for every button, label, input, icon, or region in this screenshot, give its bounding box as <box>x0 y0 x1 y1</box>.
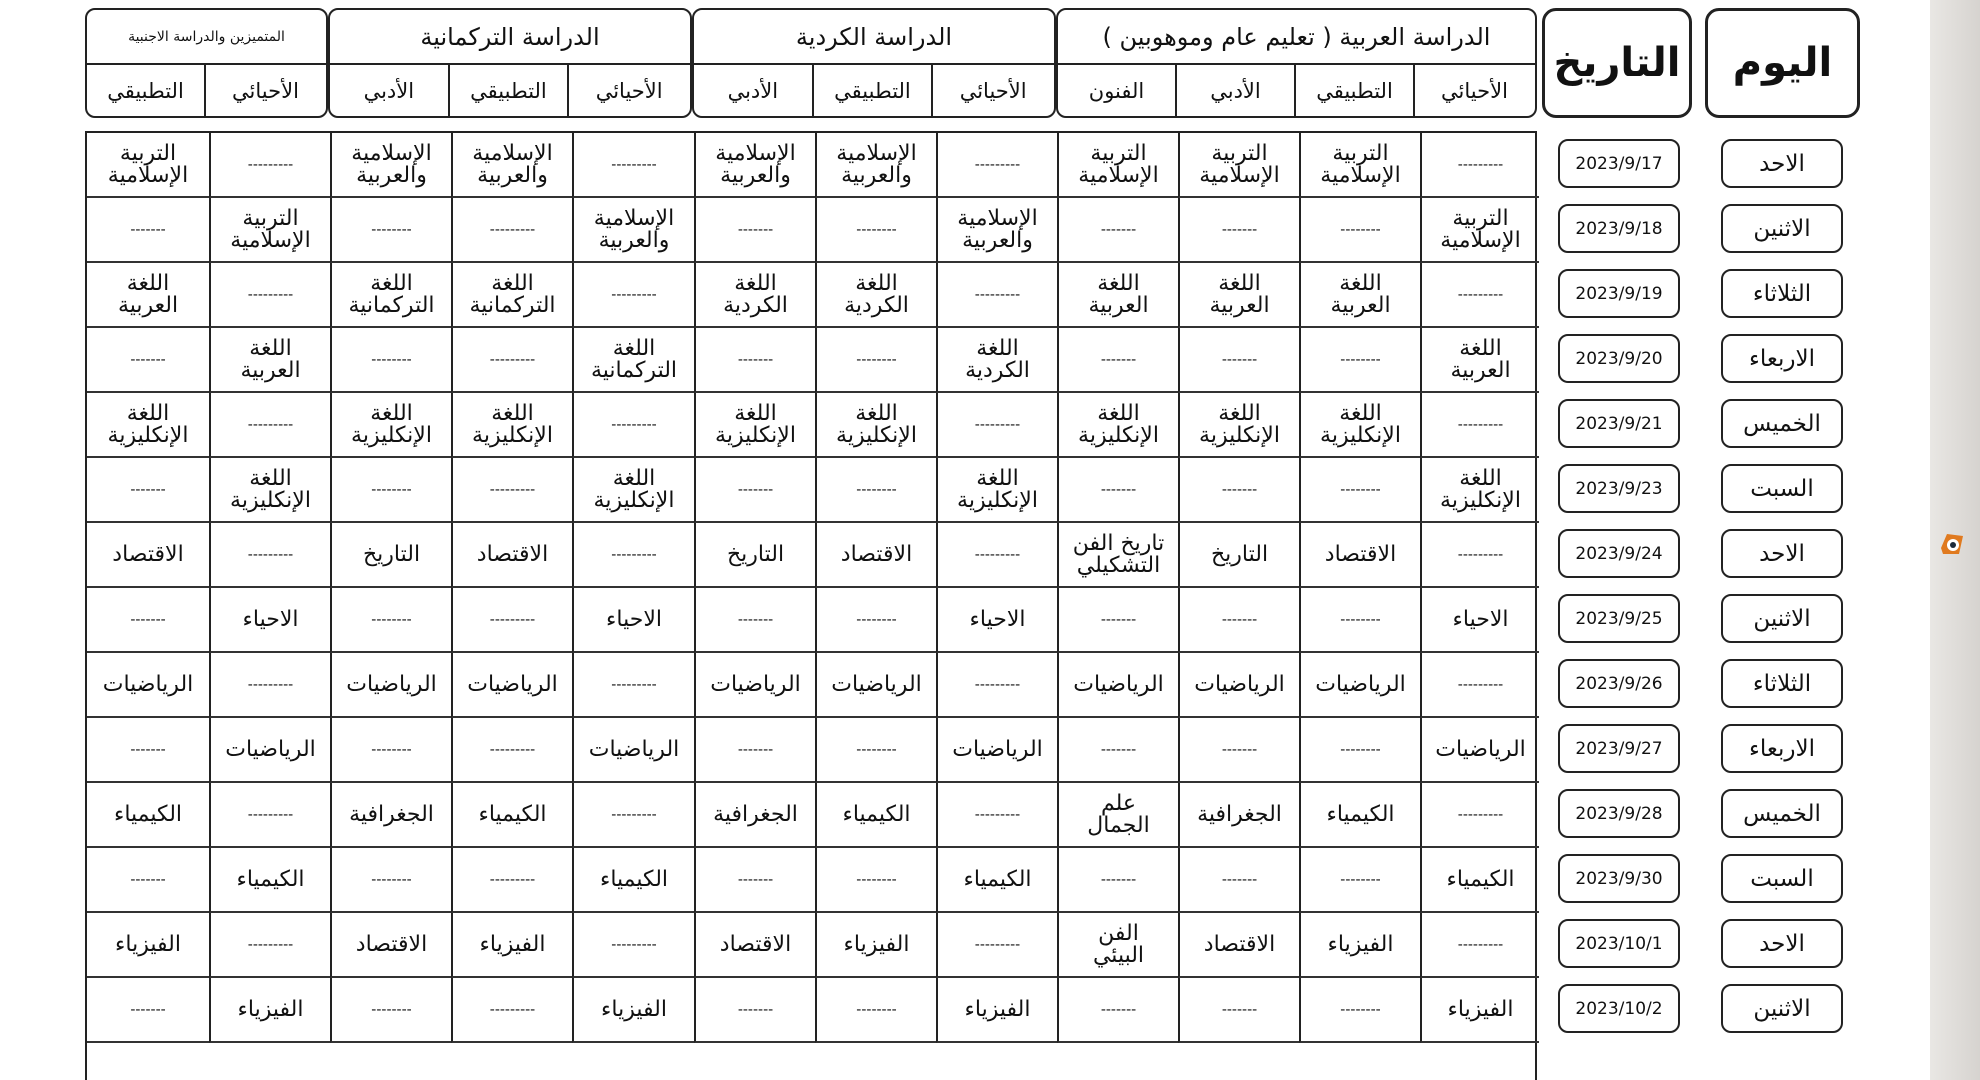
empty-cell: -------- <box>330 588 451 653</box>
table-row <box>87 198 1539 263</box>
empty-cell: -------- <box>1299 328 1420 393</box>
empty-cell: --------- <box>1420 913 1539 978</box>
subject-cell: الفن البيئي <box>1057 913 1178 978</box>
subject-cell: الكيمياء <box>936 848 1057 913</box>
subject-cell: الإسلامية والعربية <box>936 198 1057 263</box>
date-cell: 2023/9/28 <box>1558 789 1680 838</box>
subject-cell: اللغة الإنكليزية <box>209 458 330 523</box>
subject-cell: اللغة الكردية <box>815 263 936 328</box>
subject-cell: الفيزياء <box>87 913 209 978</box>
subject-cell: الكيمياء <box>451 783 572 848</box>
empty-cell: -------- <box>1299 718 1420 783</box>
subject-cell: الاقتصاد <box>87 523 209 588</box>
column-group <box>1056 8 1537 118</box>
subject-cell: الفيزياء <box>572 978 694 1043</box>
empty-cell: --------- <box>209 133 330 198</box>
subject-cell: اللغة التركمانية <box>330 263 451 328</box>
subject-cell: الكيمياء <box>815 783 936 848</box>
empty-cell: --------- <box>1420 523 1539 588</box>
table-row <box>87 848 1539 913</box>
column-subheader: الأحيائي <box>595 78 663 103</box>
empty-cell: ------- <box>1057 328 1178 393</box>
empty-cell: --------- <box>451 978 572 1043</box>
subject-cell: الاقتصاد <box>1299 523 1420 588</box>
day-cell: الخميس <box>1721 399 1843 448</box>
subject-cell: اللغة الإنكليزية <box>694 393 815 458</box>
subject-cell: التربية الإسلامية <box>1057 133 1178 198</box>
date-cell: 2023/10/2 <box>1558 984 1680 1033</box>
subject-cell: الاقتصاد <box>451 523 572 588</box>
subject-cell: اللغة التركمانية <box>451 263 572 328</box>
empty-cell: ------- <box>1178 978 1299 1043</box>
empty-cell: ------- <box>694 978 815 1043</box>
subject-cell: علم الجمال <box>1057 783 1178 848</box>
empty-cell: --------- <box>572 783 694 848</box>
empty-cell: ------- <box>694 848 815 913</box>
date-cell: 2023/9/27 <box>1558 724 1680 773</box>
empty-cell: -------- <box>815 718 936 783</box>
empty-cell: -------- <box>1299 198 1420 263</box>
empty-cell: ------- <box>87 198 209 263</box>
empty-cell: --------- <box>936 393 1057 458</box>
empty-cell: --------- <box>1420 653 1539 718</box>
subject-cell: الرياضيات <box>1057 653 1178 718</box>
subject-cell: اللغة الكردية <box>936 328 1057 393</box>
empty-cell: -------- <box>1299 978 1420 1043</box>
empty-cell: -------- <box>330 848 451 913</box>
subject-cell: الفيزياء <box>1299 913 1420 978</box>
table-row <box>87 523 1539 588</box>
empty-cell: ------- <box>1057 978 1178 1043</box>
day-cell: الاحد <box>1721 529 1843 578</box>
empty-cell: --------- <box>936 783 1057 848</box>
subject-cell: اللغة الإنكليزية <box>815 393 936 458</box>
date-column-header: التاريخ <box>1542 8 1692 118</box>
column-group <box>692 8 1056 118</box>
empty-cell: -------- <box>815 978 936 1043</box>
subject-cell: اللغة العربية <box>1178 263 1299 328</box>
day-cell: السبت <box>1721 464 1843 513</box>
subject-cell: الرياضيات <box>1420 718 1539 783</box>
subject-cell: التربية الإسلامية <box>87 133 209 198</box>
empty-cell: -------- <box>1299 848 1420 913</box>
subject-cell: التاريخ <box>1178 523 1299 588</box>
subject-cell: الإسلامية والعربية <box>694 133 815 198</box>
empty-cell: --------- <box>209 783 330 848</box>
column-subheader: الأحيائي <box>232 78 299 103</box>
date-cell: 2023/9/23 <box>1558 464 1680 513</box>
empty-cell: --------- <box>572 393 694 458</box>
exam-schedule-table <box>85 8 1860 1080</box>
empty-cell: -------- <box>815 588 936 653</box>
column-subheader: الأدبي <box>1177 63 1296 118</box>
subject-cell: الرياضيات <box>1299 653 1420 718</box>
subject-cell: الاقتصاد <box>1178 913 1299 978</box>
subject-cell: الرياضيات <box>815 653 936 718</box>
day-cell: الثلاثاء <box>1721 659 1843 708</box>
table-row <box>87 393 1539 458</box>
subject-cell: الرياضيات <box>694 653 815 718</box>
subject-cell: اللغة الإنكليزية <box>451 393 572 458</box>
empty-cell: --------- <box>1420 783 1539 848</box>
empty-cell: --------- <box>209 263 330 328</box>
column-subheader: الأدبي <box>330 63 450 118</box>
table-row <box>87 978 1539 1043</box>
empty-cell: ------- <box>1178 588 1299 653</box>
subject-cell: الاحياء <box>572 588 694 653</box>
empty-cell: -------- <box>815 848 936 913</box>
subject-cell: الفيزياء <box>451 913 572 978</box>
subject-cell: التربية الإسلامية <box>1299 133 1420 198</box>
empty-cell: ------- <box>87 588 209 653</box>
date-cell: 2023/9/17 <box>1558 139 1680 188</box>
table-row <box>87 458 1539 523</box>
empty-cell: --------- <box>572 653 694 718</box>
day-cell: الخميس <box>1721 789 1843 838</box>
empty-cell: --------- <box>451 328 572 393</box>
subject-cell: اللغة الكردية <box>694 263 815 328</box>
table-row <box>87 653 1539 718</box>
subject-cell: الكيمياء <box>87 783 209 848</box>
empty-cell: --------- <box>209 653 330 718</box>
table-row <box>87 263 1539 328</box>
empty-cell: --------- <box>451 198 572 263</box>
subject-cell: الإسلامية والعربية <box>330 133 451 198</box>
subject-cell: الاقتصاد <box>694 913 815 978</box>
column-group <box>85 8 328 118</box>
subject-cell: الجغرافية <box>694 783 815 848</box>
empty-cell: --------- <box>936 653 1057 718</box>
date-cell: 2023/9/25 <box>1558 594 1680 643</box>
empty-cell: ------- <box>694 588 815 653</box>
empty-cell: --------- <box>936 133 1057 198</box>
empty-cell: ------- <box>1178 458 1299 523</box>
empty-cell: ------- <box>1178 718 1299 783</box>
empty-cell: ------- <box>1178 198 1299 263</box>
empty-cell: -------- <box>815 198 936 263</box>
empty-cell: -------- <box>330 458 451 523</box>
column-subheader: الفنون <box>1058 63 1177 118</box>
subject-cell: اللغة الإنكليزية <box>330 393 451 458</box>
subject-cell: الاحياء <box>209 588 330 653</box>
column-group-title: الدراسة العربية ( تعليم عام وموهوبين ) <box>1058 10 1535 65</box>
empty-cell: ------- <box>1178 328 1299 393</box>
empty-cell: --------- <box>572 263 694 328</box>
day-cell: الاثنين <box>1721 984 1843 1033</box>
empty-cell: --------- <box>209 393 330 458</box>
day-cell: الاربعاء <box>1721 724 1843 773</box>
date-cell: 2023/9/20 <box>1558 334 1680 383</box>
column-group-title: الدراسة الكردية <box>694 10 1054 65</box>
day-cell: الاربعاء <box>1721 334 1843 383</box>
subject-cell: اللغة العربية <box>1299 263 1420 328</box>
empty-cell: --------- <box>936 263 1057 328</box>
subject-cell: الكيمياء <box>1420 848 1539 913</box>
day-cell: الثلاثاء <box>1721 269 1843 318</box>
subject-cell: اللغة العربية <box>87 263 209 328</box>
date-cell: 2023/9/18 <box>1558 204 1680 253</box>
subject-cell: التربية الإسلامية <box>1178 133 1299 198</box>
column-subheader: التطبيقي <box>814 63 934 118</box>
empty-cell: --------- <box>572 523 694 588</box>
empty-cell: ------- <box>87 328 209 393</box>
empty-cell: --------- <box>572 913 694 978</box>
subject-cell: اللغة الإنكليزية <box>572 458 694 523</box>
column-subheader: التطبيقي <box>87 63 206 118</box>
subject-cell: الرياضيات <box>451 653 572 718</box>
empty-cell: --------- <box>451 588 572 653</box>
day-cell: الاحد <box>1721 139 1843 188</box>
table-row <box>87 783 1539 848</box>
empty-cell: -------- <box>815 328 936 393</box>
subject-cell: الرياضيات <box>209 718 330 783</box>
subject-cell: الاحياء <box>936 588 1057 653</box>
day-cell: الاثنين <box>1721 204 1843 253</box>
empty-cell: ------- <box>87 848 209 913</box>
subject-cell: اللغة الإنكليزية <box>1299 393 1420 458</box>
empty-cell: ------- <box>1057 848 1178 913</box>
empty-cell: -------- <box>1299 458 1420 523</box>
subject-cell: التاريخ <box>330 523 451 588</box>
empty-cell: ------- <box>694 718 815 783</box>
empty-cell: -------- <box>1299 588 1420 653</box>
subject-cell: الفيزياء <box>209 978 330 1043</box>
subject-cell: الإسلامية والعربية <box>815 133 936 198</box>
table-row <box>87 133 1539 198</box>
date-cell: 2023/9/19 <box>1558 269 1680 318</box>
empty-cell: ------- <box>87 718 209 783</box>
schedule-grid <box>85 131 1537 1080</box>
empty-cell: -------- <box>330 328 451 393</box>
subject-cell: تاريخ الفن التشكيلي <box>1057 523 1178 588</box>
subject-cell: اللغة الإنكليزية <box>936 458 1057 523</box>
subject-cell: التربية الإسلامية <box>1420 198 1539 263</box>
day-cell: الاثنين <box>1721 594 1843 643</box>
empty-cell: -------- <box>330 718 451 783</box>
subject-cell: الإسلامية والعربية <box>451 133 572 198</box>
table-row <box>87 588 1539 653</box>
empty-cell: --------- <box>1420 393 1539 458</box>
subject-cell: اللغة العربية <box>1057 263 1178 328</box>
subject-cell: الرياضيات <box>330 653 451 718</box>
subject-cell: التربية الإسلامية <box>209 198 330 263</box>
column-subheader: التطبيقي <box>1296 63 1415 118</box>
empty-cell: ------- <box>1057 458 1178 523</box>
subject-cell: الكيمياء <box>572 848 694 913</box>
empty-cell: -------- <box>330 198 451 263</box>
subject-cell: الاقتصاد <box>815 523 936 588</box>
subject-cell: اللغة الإنكليزية <box>1178 393 1299 458</box>
subject-cell: اللغة العربية <box>1420 328 1539 393</box>
subject-cell: الكيمياء <box>1299 783 1420 848</box>
date-cell: 2023/10/1 <box>1558 919 1680 968</box>
empty-cell: --------- <box>451 848 572 913</box>
column-subheader: الأحيائي <box>959 78 1027 103</box>
subject-cell: الاقتصاد <box>330 913 451 978</box>
empty-cell: --------- <box>451 458 572 523</box>
subject-cell: اللغة العربية <box>209 328 330 393</box>
date-cell: 2023/9/26 <box>1558 659 1680 708</box>
subject-cell: الفيزياء <box>1420 978 1539 1043</box>
empty-cell: ------- <box>1057 198 1178 263</box>
empty-cell: ------- <box>87 458 209 523</box>
day-cell: السبت <box>1721 854 1843 903</box>
column-subheader: التطبيقي <box>450 63 570 118</box>
empty-cell: --------- <box>209 913 330 978</box>
subject-cell: اللغة الإنكليزية <box>1057 393 1178 458</box>
subject-cell: الفيزياء <box>936 978 1057 1043</box>
date-cell: 2023/9/30 <box>1558 854 1680 903</box>
empty-cell: -------- <box>815 458 936 523</box>
empty-cell: ------- <box>1057 718 1178 783</box>
empty-cell: -------- <box>330 978 451 1043</box>
date-cell: 2023/9/21 <box>1558 399 1680 448</box>
subject-cell: الجغرافية <box>1178 783 1299 848</box>
column-subheader: الأدبي <box>694 63 814 118</box>
subject-cell: الرياضيات <box>87 653 209 718</box>
table-row <box>87 913 1539 978</box>
column-subheader: الأحيائي <box>1441 78 1508 103</box>
empty-cell: --------- <box>936 523 1057 588</box>
app-logo-icon <box>1937 528 1967 558</box>
column-group-title: الدراسة التركمانية <box>330 10 690 65</box>
subject-cell: التاريخ <box>694 523 815 588</box>
subject-cell: الاحياء <box>1420 588 1539 653</box>
table-row <box>87 328 1539 393</box>
empty-cell: ------- <box>1057 588 1178 653</box>
empty-cell: ------- <box>694 198 815 263</box>
empty-cell: ------- <box>694 328 815 393</box>
subject-cell: الرياضيات <box>936 718 1057 783</box>
column-group-title: المتميزين والدراسة الاجنبية <box>87 10 326 65</box>
empty-cell: --------- <box>572 133 694 198</box>
subject-cell: الكيمياء <box>209 848 330 913</box>
subject-cell: اللغة التركمانية <box>572 328 694 393</box>
subject-cell: الإسلامية والعربية <box>572 198 694 263</box>
table-row <box>87 718 1539 783</box>
empty-cell: ------- <box>1178 848 1299 913</box>
empty-cell: --------- <box>209 523 330 588</box>
empty-cell: --------- <box>451 718 572 783</box>
day-cell: الاحد <box>1721 919 1843 968</box>
empty-cell: ------- <box>694 458 815 523</box>
subject-cell: اللغة الإنكليزية <box>1420 458 1539 523</box>
subject-cell: الرياضيات <box>572 718 694 783</box>
column-group <box>328 8 692 118</box>
empty-cell: --------- <box>1420 263 1539 328</box>
subject-cell: الجغرافية <box>330 783 451 848</box>
day-column-header: اليوم <box>1705 8 1860 118</box>
empty-cell: --------- <box>936 913 1057 978</box>
subject-cell: الفيزياء <box>815 913 936 978</box>
date-cell: 2023/9/24 <box>1558 529 1680 578</box>
subject-cell: الرياضيات <box>1178 653 1299 718</box>
empty-cell: --------- <box>1420 133 1539 198</box>
empty-cell: ------- <box>87 978 209 1043</box>
subject-cell: اللغة الإنكليزية <box>87 393 209 458</box>
